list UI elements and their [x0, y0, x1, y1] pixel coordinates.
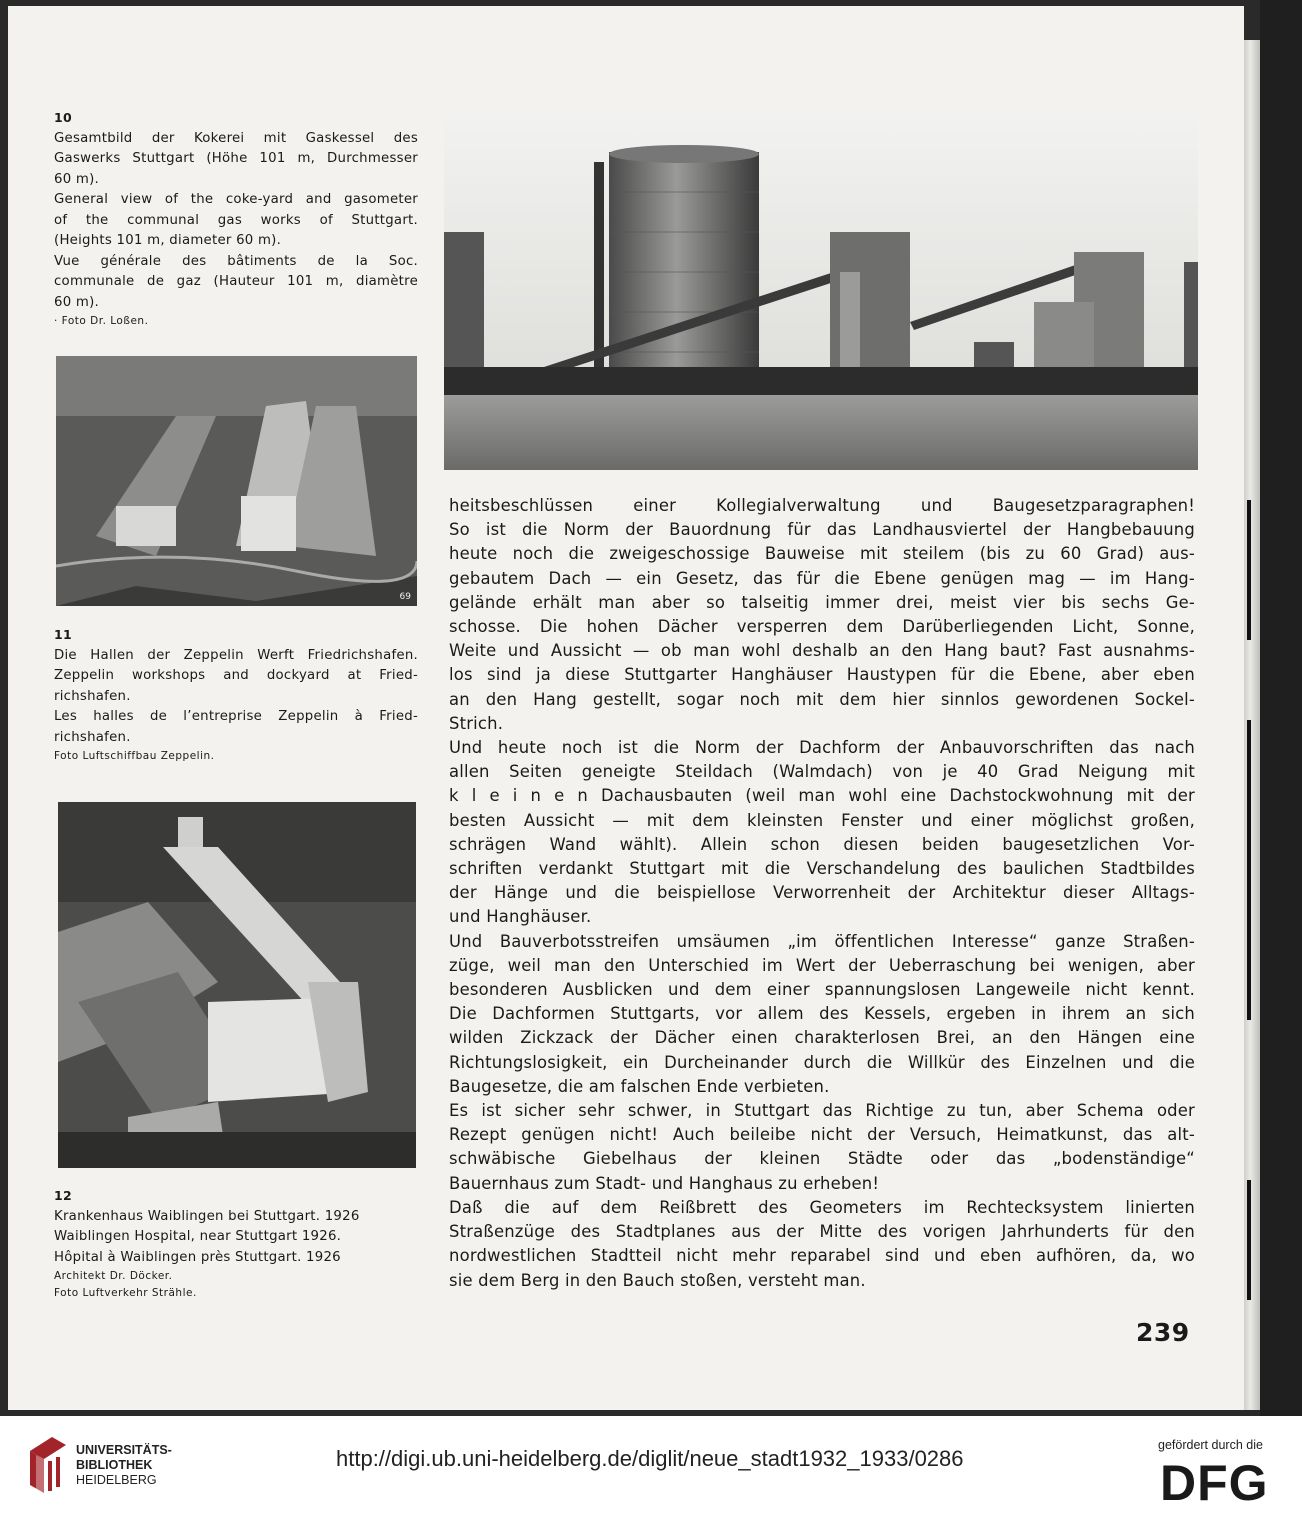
- hospital-illustration: [58, 802, 416, 1168]
- caption-line: Vue générale des bâtiments de la Soc.: [54, 253, 418, 269]
- caption-line: Les halles de l’entreprise Zeppelin à Fried-: [54, 709, 418, 724]
- caption-line: Waiblingen Hospital, near Stuttgart 1926.: [54, 1229, 342, 1244]
- footer: [0, 1416, 1302, 1518]
- library-logo-icon: [22, 1435, 68, 1495]
- page-edge-mark: [1247, 1180, 1251, 1300]
- body-text-line: Rezept genügen nicht! Auch beileibe nicht der Versuch, Heimatkunst, das alt-: [449, 1125, 1195, 1145]
- photo-gasworks: [444, 112, 1198, 470]
- body-text-line: und Hanghäuser.: [449, 907, 592, 927]
- body-text-line: heitsbeschlüssen einer Kollegialverwaltung und Baugesetzparagraphen!: [449, 496, 1195, 515]
- library-name-line: HEIDELBERG: [76, 1473, 157, 1487]
- body-text-line: sie dem Berg in den Bauch stoßen, versteht man.: [449, 1270, 866, 1290]
- caption-line: Zeppelin workshops and dockyard at Fried-: [54, 668, 418, 683]
- library-name-line: UNIVERSITÄTS-: [76, 1443, 172, 1457]
- caption-line: (Heights 101 m, diameter 60 m).: [54, 233, 282, 248]
- body-text-line: Es ist sicher sehr schwer, in Stuttgart das Richtige zu tun, aber Schema oder: [449, 1101, 1195, 1121]
- caption-fig-11: [54, 625, 418, 765]
- body-text-line: Und Bauverbotsstreifen umsäumen „im öffentlichen Interesse“ ganze Straßen-: [449, 931, 1195, 951]
- zeppelin-illustration: [56, 356, 417, 606]
- body-text-line: Richtungslosigkeit, ein Durcheinander durch die Willkür des Einzelnen und die: [449, 1052, 1195, 1072]
- gasworks-illustration: [444, 112, 1198, 470]
- body-text-line: So ist die Norm der Bauordnung für das Landhausviertel der Hangbebauung: [449, 520, 1195, 540]
- architect-credit: Architekt Dr. Döcker.: [54, 1270, 173, 1282]
- page-number: 239: [1136, 1318, 1190, 1347]
- photo-hospital: [58, 802, 416, 1168]
- caption-line: Hôpital à Waiblingen près Stuttgart. 1926: [54, 1249, 341, 1265]
- body-text-line: gelände erhält man aber so talseitig immer drei, meist vier bis sechs Ge-: [449, 592, 1195, 612]
- dfg-logo: DFG: [1160, 1455, 1269, 1511]
- caption-fig-12: [54, 1186, 418, 1302]
- body-text-line: züge, weil man den Unterschied im Wert der Ueberraschung bei wenigen, aber: [449, 955, 1195, 975]
- caption-line: Krankenhaus Waiblingen bei Stuttgart. 1926: [54, 1208, 360, 1224]
- body-text-line: schwäbische Giebelhaus der kleinen Städte oder das „bodenständige“: [449, 1149, 1195, 1169]
- body-text-line: allen Seiten geneigte Steildach (Walmdach) von je 40 Grad Neigung mit: [449, 762, 1195, 782]
- photo-zeppelin-halls: [56, 356, 417, 606]
- figure-number: 10: [54, 110, 72, 125]
- caption-line: richshafen.: [54, 688, 131, 704]
- photo-credit: · Foto Dr. Loßen.: [54, 315, 149, 327]
- body-text-line: Weite und Aussicht — ob man wohl deshalb an den Hang baut? Fast ausnahms-: [449, 641, 1195, 661]
- body-text-line: Baugesetze, die am falschen Ende verbieten.: [449, 1076, 830, 1096]
- body-text-line: Strich.: [449, 713, 504, 733]
- page-edge-mark: [1247, 500, 1251, 640]
- body-text-line: nordwestlichen Stadtteil nicht mehr reparabel sind und eben aufhören, da, wo: [449, 1246, 1195, 1266]
- library-name: [76, 1443, 172, 1488]
- caption-fig-10: [54, 108, 418, 330]
- body-text-line: Bauernhaus zum Stadt- und Hanghaus zu erheben!: [449, 1173, 880, 1193]
- body-text-line: der Hänge und die beispiellose Verworrenheit der Architektur dieser Alltags-: [449, 883, 1195, 903]
- caption-line: richshafen.: [54, 729, 131, 745]
- book-spine-shadow: [1260, 0, 1302, 1416]
- body-text-line: besten Aussicht — mit dem kleinsten Fenster und einer möglichst großen,: [449, 810, 1195, 830]
- body-text-line: Daß die auf dem Reißbrett des Geometers im Rechtecksystem linierten: [449, 1197, 1195, 1217]
- body-text-line: los sind ja diese Stuttgarter Hanghäuser Haustypen für die Ebene, aber eben: [449, 665, 1195, 685]
- figure-number: 12: [54, 1188, 72, 1203]
- caption-line: Gesamtbild der Kokerei mit Gaskessel des: [54, 130, 418, 146]
- body-text-line: Straßenzüge des Stadtplanes aus der Mitte des vorigen Jahrhunderts für den: [449, 1222, 1195, 1242]
- caption-line: communale de gaz (Hauteur 101 m, diamètre: [54, 274, 418, 289]
- library-name-line: BIBLIOTHEK: [76, 1458, 153, 1472]
- photo-credit: Foto Luftschiffbau Zeppelin.: [54, 750, 215, 762]
- body-text-line: besonderen Ausblicken und dem einer spannungslosen Langeweile nicht kennt.: [449, 980, 1195, 1000]
- page-edge-mark: [1247, 720, 1251, 1020]
- caption-line: 60 m).: [54, 294, 100, 310]
- figure-number: 11: [54, 627, 72, 642]
- document-url[interactable]: http://digi.ub.uni-heidelberg.de/diglit/neue_stadt1932_1933/0286: [336, 1446, 964, 1471]
- funding-label: gefördert durch die: [1158, 1438, 1263, 1452]
- body-text-line: heute noch die zweigeschossige Bauweise mit steilem (bis zu 60 Grad) aus-: [449, 544, 1195, 564]
- body-text: [449, 494, 1195, 1293]
- body-text-line: gebautem Dach — ein Gesetz, das für die Ebene genügen mag — im Hang-: [449, 568, 1195, 588]
- body-text-line: schrägen Wand wählt). Allein schon diesen beiden baugesetzlichen Vor-: [449, 834, 1195, 854]
- caption-line: of the communal gas works of Stuttgart.: [54, 212, 418, 228]
- caption-line: Gaswerks Stuttgart (Höhe 101 m, Durchmesser: [54, 151, 418, 166]
- body-text-line: k l e i n e n Dachausbauten (weil man wohl eine Dachstockwohnung mit der: [449, 786, 1195, 806]
- body-text-line: schosse. Die hohen Dächer versperren dem Darüberliegenden Licht, Sonne,: [449, 617, 1195, 637]
- caption-line: Die Hallen der Zeppelin Werft Friedrichshafen.: [54, 647, 418, 663]
- body-text-line: wilden Zickzack der Dächer einen charakterlosen Brei, an den Hängen eine: [449, 1028, 1195, 1048]
- caption-line: 60 m).: [54, 171, 100, 187]
- body-text-line: an den Hang gestellt, sogar noch mit dem hier sinnlos gewordenen Sockel-: [449, 689, 1195, 709]
- body-text-line: schriften verdankt Stuttgart mit die Verschandelung des baulichen Stadtbildes: [449, 859, 1195, 879]
- caption-line: General view of the coke-yard and gasometer: [54, 192, 418, 207]
- body-text-line: Und heute noch ist die Norm der Dachform der Anbauvorschriften das nach: [449, 738, 1195, 758]
- photo-credit: Foto Luftverkehr Strähle.: [54, 1287, 197, 1299]
- body-text-line: Die Dachformen Stuttgarts, vor allem des Kessels, ergeben in ihrem an sich: [449, 1004, 1195, 1024]
- plate-number: 69: [399, 592, 411, 602]
